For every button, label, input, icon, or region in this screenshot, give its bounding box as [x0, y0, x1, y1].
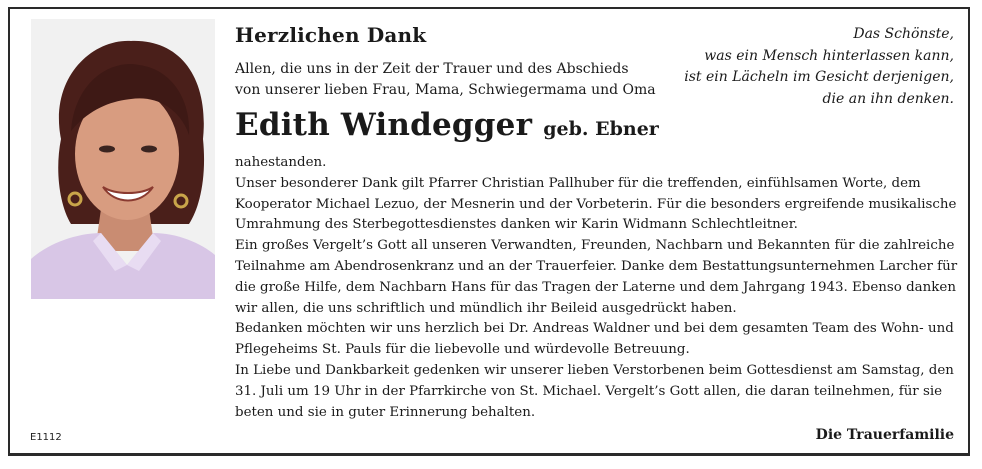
notice-code: E1112: [30, 432, 62, 443]
thanks-paragraph: In Liebe und Dankbarkeit gedenken wir unserer lieben Verstorbenen beim Gottesdienst am Samstag, den 31. Juli um 19 Uhr in der Pfarrkirche von St. Michael. Vergelt’s Gott allen, die daran teilnehmen, für sie beten und sie in guter Erinnerung behalten.: [235, 362, 954, 420]
quote-line: Das Schönste,: [853, 26, 954, 42]
thanks-paragraph: Bedanken möchten wir uns herzlich bei Dr. Andreas Waldner und bei dem gesamten Team des Wohn- und Pflegeheims St. Pauls für die liebevolle und würdevolle Betreuung.: [235, 321, 954, 358]
memorial-quote: [654, 24, 954, 110]
intro-line: Allen, die uns in der Zeit der Trauer und des Abschieds: [235, 61, 629, 77]
quote-line: was ein Mensch hinterlassen kann,: [704, 47, 954, 64]
intro-line: von unserer lieben Frau, Mama, Schwiegermama und Oma: [235, 82, 656, 98]
signature: Die Trauerfamilie: [815, 427, 954, 443]
deceased-name-line: [235, 107, 659, 143]
thanks-body: [235, 153, 967, 423]
deceased-name: Edith Windegger: [235, 107, 533, 143]
thanks-paragraph: nahestanden.: [235, 155, 327, 170]
thanks-paragraph: Unser besonderer Dank gilt Pfarrer Christian Pallhuber für die treffenden, einfühlsamen Worte, dem Kooperator Michael Lezuo, der Mesnerin und der Vorbeterin. Für die besonders ergreifende musikalische Umrahmung des Sterbegottesdienstes danken wir Karin Widmann Schlechtleitner.: [235, 175, 957, 233]
notice-intro: [235, 59, 665, 101]
portrait-photo: [31, 19, 215, 299]
portrait-image: [31, 19, 215, 299]
maiden-name: geb. Ebner: [543, 118, 659, 140]
quote-line: die an ihn denken.: [822, 90, 954, 107]
obituary-card: [8, 7, 970, 456]
quote-line: ist ein Lächeln im Gesicht derjenigen,: [684, 69, 954, 85]
thanks-paragraph: Ein großes Vergelt’s Gott all unseren Verwandten, Freunden, Nachbarn und Bekannten für die zahlreiche Teilnahme am Abendrosenkranz und an der Trauerfeier. Danke dem Bestattungsunternehmen Larcher für die große Hilfe, dem Nachbarn Hans für das Tragen der Laterne und dem Jahrgang 1943. Ebenso danken wir allen, die uns schriftlich und mündlich ihr Beileid ausgedrückt haben.: [235, 238, 958, 316]
notice-heading: Herzlichen Dank: [235, 23, 427, 47]
